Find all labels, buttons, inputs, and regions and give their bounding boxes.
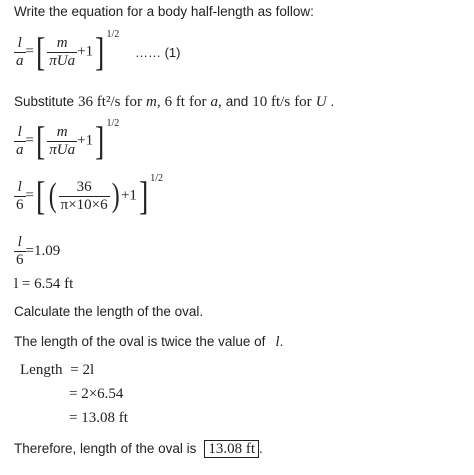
eq2-equals: = bbox=[25, 132, 34, 149]
eq1-num: m bbox=[56, 34, 68, 51]
eq2-main-fraction bbox=[47, 124, 77, 159]
eq1-lhs-num: l bbox=[17, 34, 22, 51]
length-line-1 bbox=[20, 362, 94, 379]
calculate-text: Calculate the length of the oval. bbox=[14, 304, 204, 319]
substitute-a-value: 6 ft bbox=[164, 94, 185, 110]
eq3-exponent: 1/2 bbox=[150, 173, 164, 185]
length-rhs-1: = 2l bbox=[70, 362, 95, 378]
length-label: Length bbox=[20, 362, 63, 378]
substitute-prefix: Substitute bbox=[14, 94, 75, 109]
twice-end: . bbox=[279, 334, 284, 349]
eq1-plus-one: +1 bbox=[77, 43, 94, 60]
substitute-a-symbol: a bbox=[210, 94, 218, 110]
equation-2 bbox=[14, 118, 120, 163]
eq3-right-bracket: ] bbox=[138, 173, 149, 218]
eq2-den: πUa bbox=[49, 141, 76, 158]
eq4-lhs-den: 6 bbox=[16, 252, 24, 268]
equation-3 bbox=[14, 173, 164, 218]
substitute-line: Substitute 36 ft²/s for m, 6 ft for a, and 10 ft/s for U . bbox=[14, 94, 335, 110]
twice-symbol: l bbox=[275, 334, 280, 350]
eq3-num: 36 bbox=[76, 178, 92, 195]
substitute-u-symbol: U bbox=[315, 94, 327, 110]
eq2-left-bracket: [ bbox=[35, 118, 46, 163]
eq1-left-bracket: [ bbox=[35, 29, 46, 74]
eq2-lhs-den: a bbox=[16, 141, 24, 158]
eq3-lhs-den: 6 bbox=[16, 196, 24, 213]
eq1-right-bracket: ] bbox=[95, 29, 105, 74]
substitute-for-u: for bbox=[294, 94, 312, 110]
eq2-plus-one: +1 bbox=[77, 132, 94, 149]
eq1-label: …… (1) bbox=[134, 44, 181, 60]
equation-5: l = 6.54 ft bbox=[14, 276, 74, 292]
eq3-lhs-fraction bbox=[14, 179, 26, 214]
final-answer-box: 13.08 ft bbox=[204, 440, 259, 458]
eq1-lhs-fraction bbox=[14, 35, 26, 70]
length-line-2: = 2×6.54 bbox=[69, 386, 124, 402]
eq1-lhs-den: a bbox=[16, 52, 24, 69]
eq3-equals: = bbox=[25, 187, 34, 204]
equation-4 bbox=[14, 234, 60, 269]
eq2-lhs-num: l bbox=[17, 123, 22, 140]
eq4-lhs-num: l bbox=[17, 234, 22, 250]
eq2-right-bracket: ] bbox=[95, 118, 105, 163]
eq2-num: m bbox=[56, 123, 68, 140]
eq3-den: π×10×6 bbox=[60, 196, 108, 213]
eq1-exponent: 1/2 bbox=[106, 29, 120, 41]
final-end: . bbox=[259, 441, 263, 456]
substitute-u-value: 10 ft/s bbox=[252, 94, 291, 110]
eq1-den: πUa bbox=[49, 52, 76, 69]
eq3-main-fraction bbox=[59, 179, 110, 214]
intro-text: Write the equation for a body half-length as follow: bbox=[14, 4, 314, 19]
eq2-lhs-fraction bbox=[14, 124, 26, 159]
eq3-left-paren: ( bbox=[48, 177, 57, 214]
substitute-for-m: for bbox=[124, 94, 142, 110]
eq3-left-bracket: [ bbox=[35, 173, 46, 218]
eq1-main-fraction bbox=[47, 35, 77, 70]
twice-line bbox=[14, 333, 283, 351]
substitute-m-symbol: m bbox=[145, 94, 157, 110]
eq4-rhs: =1.09 bbox=[25, 243, 61, 259]
eq1-equals: = bbox=[25, 43, 34, 60]
twice-text: The length of the oval is twice the value of bbox=[14, 334, 266, 349]
substitute-end: . bbox=[330, 94, 335, 109]
equation-1 bbox=[14, 29, 181, 74]
substitute-m-value: 36 ft²/s bbox=[78, 94, 121, 110]
substitute-for-a: for bbox=[188, 94, 207, 110]
substitute-and: and bbox=[225, 94, 249, 109]
final-text: Therefore, length of the oval is bbox=[14, 441, 197, 456]
final-line bbox=[14, 440, 263, 458]
eq2-exponent: 1/2 bbox=[106, 118, 120, 130]
eq4-lhs-fraction bbox=[14, 234, 26, 269]
eq3-lhs-num: l bbox=[17, 178, 22, 195]
eq3-right-paren: ) bbox=[111, 177, 120, 214]
length-line-3: = 13.08 ft bbox=[69, 410, 128, 426]
eq3-plus-one: +1 bbox=[120, 187, 137, 204]
